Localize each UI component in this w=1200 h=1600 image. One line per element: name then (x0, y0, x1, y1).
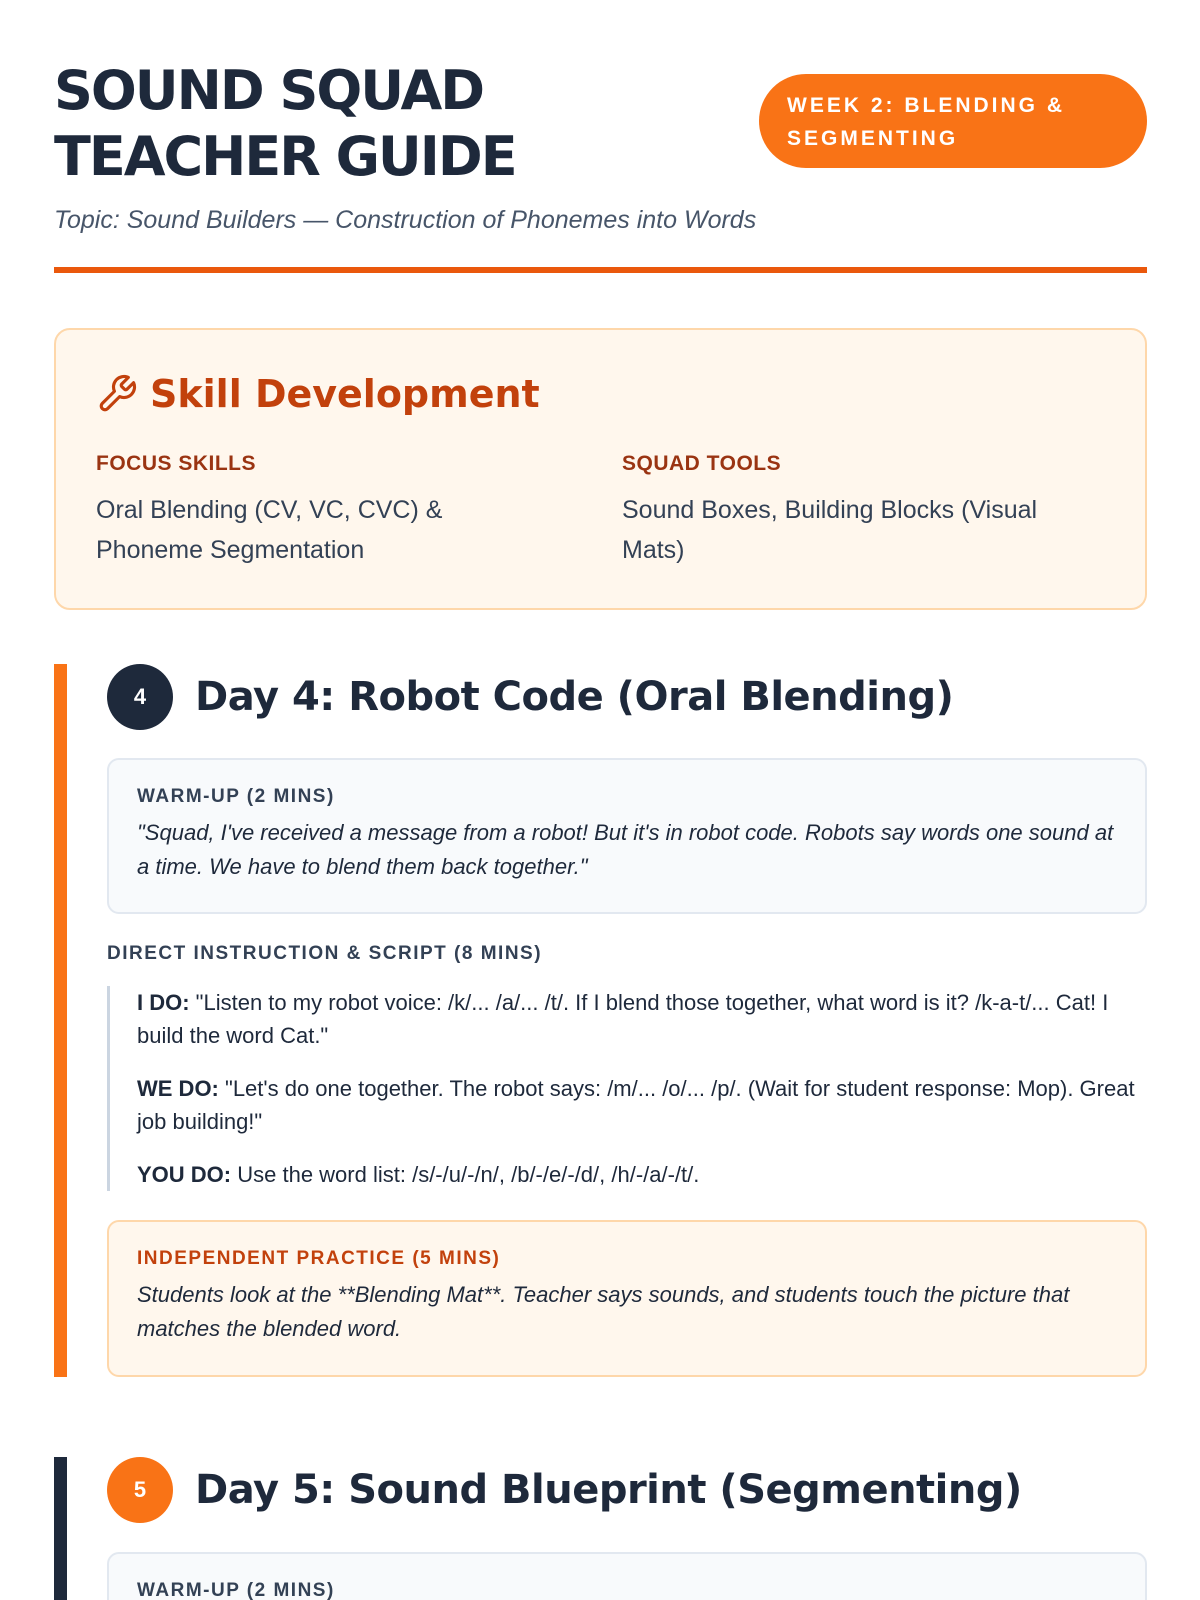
i-do-step (137, 986, 1147, 1052)
day-4-accent-bar (54, 664, 67, 1377)
focus-skills-text: Oral Blending (CV, VC, CVC) & Phoneme Segmentation (96, 496, 443, 564)
we-do-step (137, 1072, 1147, 1138)
focus-skills-column (96, 452, 526, 570)
title-line-2: TEACHER GUIDE (54, 125, 516, 188)
day-4-title: Day 4: Robot Code (Oral Blending) (195, 674, 954, 720)
wrench-icon (96, 373, 138, 415)
day-4-script (107, 986, 1147, 1191)
you-do-text: Use the word list: /s/-/u/-/n/, /b/-/e/-/d/, /h/-/a/-/t/. (231, 1162, 700, 1187)
we-do-text: "Let's do one together. The robot says: /m/... /o/... /p/. (Wait for student response: Mop). Great job building!" (137, 1076, 1135, 1134)
day-4-section (54, 664, 1147, 1377)
day-5-accent-bar (54, 1457, 67, 1600)
day-5-section (54, 1457, 1147, 1600)
we-do-label: WE DO: (137, 1076, 219, 1101)
day-5-warmup-box (107, 1552, 1147, 1600)
title-line-1: SOUND SQUAD (54, 59, 484, 122)
day-4-warmup-label: WARM-UP (2 MINS) (137, 786, 335, 807)
day-5-heading (107, 1457, 1022, 1523)
squad-tools-label: SQUAD TOOLS (622, 452, 782, 475)
focus-skills-label: FOCUS SKILLS (96, 452, 257, 475)
you-do-label: YOU DO: (137, 1162, 232, 1187)
day-4-practice-box (107, 1220, 1147, 1377)
day-4-practice-text: Students look at the **Blending Mat**. Teacher says sounds, and students touch the picture that matches the blended word. (137, 1282, 1070, 1341)
day-4-instruction-label: DIRECT INSTRUCTION & SCRIPT (8 MINS) (107, 943, 543, 964)
week-badge: WEEK 2: BLENDING & SEGMENTING (759, 74, 1147, 168)
day-4-warmup-box (107, 758, 1147, 914)
day-5-number-badge: 5 (107, 1457, 173, 1523)
day-4-practice-label: INDEPENDENT PRACTICE (5 MINS) (137, 1248, 501, 1269)
day-4-heading (107, 664, 953, 730)
skill-development-card (54, 328, 1147, 610)
header-divider (54, 267, 1147, 273)
i-do-label: I DO: (137, 990, 190, 1015)
day-4-number-badge: 4 (107, 664, 173, 730)
day-5-title: Day 5: Sound Blueprint (Segmenting) (195, 1467, 1022, 1513)
day-5-warmup-label: WARM-UP (2 MINS) (137, 1580, 335, 1600)
day-4-warmup-text: "Squad, I've received a message from a robot! But it's in robot code. Robots say words one sound at a time. We have to blend them back together." (137, 820, 1114, 879)
teacher-guide-page (54, 0, 1147, 1600)
squad-tools-column (622, 452, 1102, 570)
you-do-step (137, 1158, 1147, 1191)
skill-development-heading (96, 372, 540, 416)
page-title (54, 58, 694, 190)
i-do-text: "Listen to my robot voice: /k/... /a/... /t/. If I blend those together, what word is it? /k-a-t/... Cat! I build the word Cat." (137, 990, 1109, 1048)
squad-tools-text: Sound Boxes, Building Blocks (Visual Mats) (622, 496, 1038, 564)
skill-development-title: Skill Development (150, 372, 540, 416)
topic-subtitle: Topic: Sound Builders — Construction of Phonemes into Words (54, 206, 757, 234)
